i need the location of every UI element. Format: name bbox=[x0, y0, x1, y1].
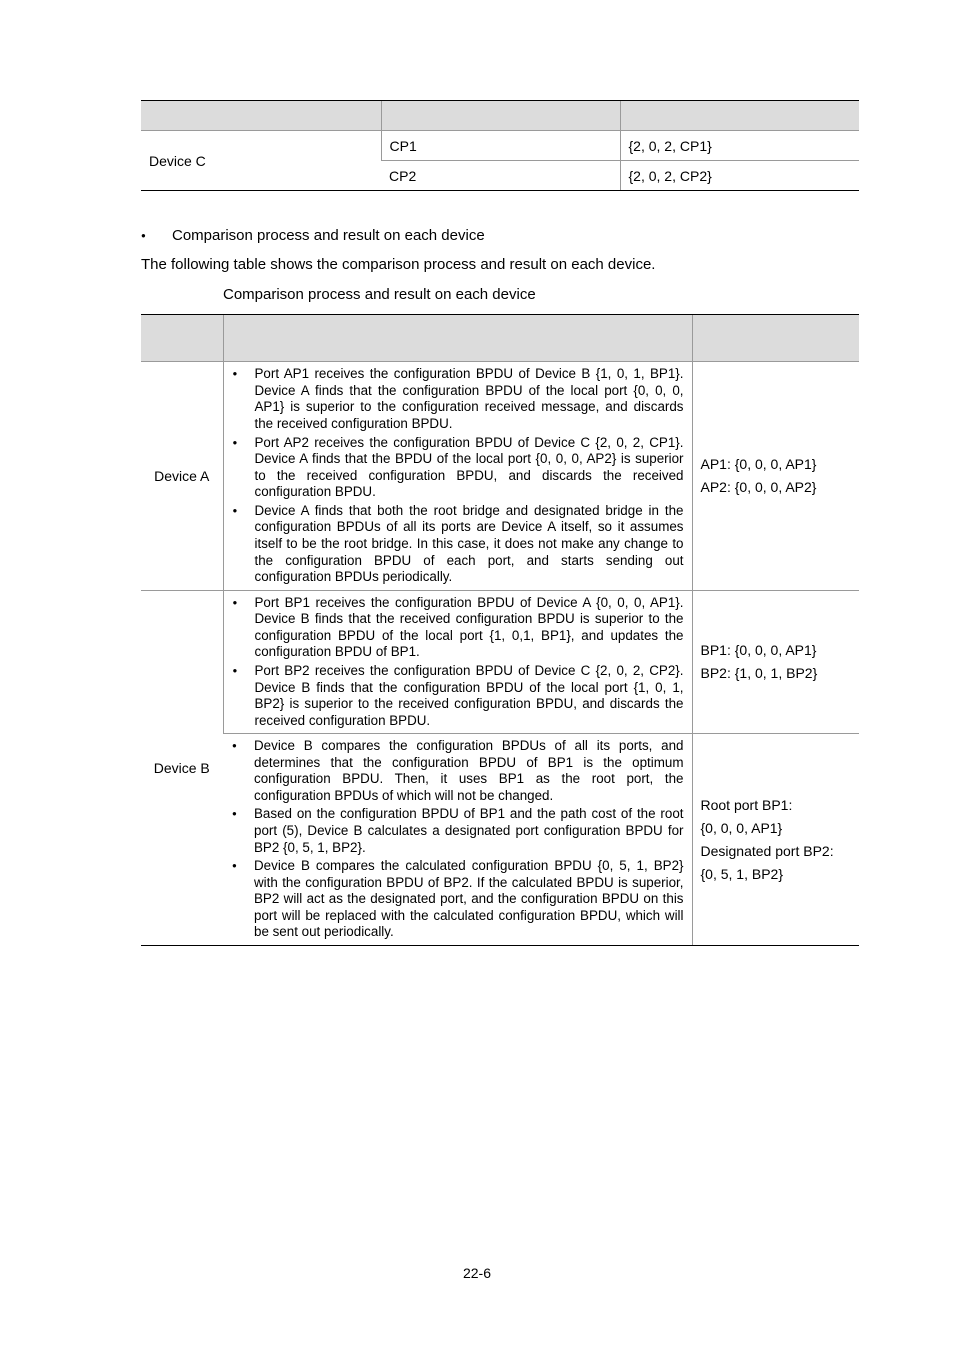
device-a-process-list bbox=[232, 366, 684, 586]
bullet-icon: ● bbox=[141, 231, 146, 240]
table-row-device-b-1 bbox=[141, 591, 859, 734]
device-name-cell: Device C bbox=[141, 131, 381, 191]
list-item: ● Device B compares the calculated configuration BPDU {0, 5, 1, BP2} with the configuration BPDU of BP2. If the calculated BPDU is superior, BP2 will act as the designated port, and the configuration BPDU on this port will be replaced with the calculated configuration BPDU, which will be sent out periodically. bbox=[254, 858, 684, 941]
device-b-process-cell bbox=[223, 591, 692, 734]
device-b-result-cell bbox=[692, 734, 859, 946]
device-a-result-cell bbox=[692, 362, 859, 591]
header-cell bbox=[381, 101, 620, 131]
table-row bbox=[141, 131, 859, 161]
port-cell: CP2 bbox=[381, 161, 620, 191]
bpdu-cell: {2, 0, 2, CP1} bbox=[620, 131, 859, 161]
table-header-row bbox=[141, 101, 859, 131]
bpdu-cell: {2, 0, 2, CP2} bbox=[620, 161, 859, 191]
header-cell bbox=[223, 315, 692, 362]
header-cell bbox=[620, 101, 859, 131]
list-item: ● Based on the configuration BPDU of BP1 and the path cost of the root port (5), Device B calculates a designated port configuration BPDU for BP2 {0, 5, 1, BP2}. bbox=[254, 806, 684, 856]
result-line: BP1: {0, 0, 0, AP1} bbox=[700, 642, 817, 658]
table-row-device-a bbox=[141, 362, 859, 591]
result-line: Designated port BP2: bbox=[700, 842, 834, 859]
device-b-cell: Device B bbox=[141, 591, 223, 946]
list-item: ● Port AP1 receives the configuration BPDU of Device B {1, 0, 1, BP1}. Device A finds that the configuration BPDU of the local port {0, 0, 0, AP1} is superior to the configuration received message, and discards the received configuration BPDU. bbox=[255, 366, 684, 432]
device-c-bpdu-table bbox=[141, 100, 859, 191]
list-item: ● Port BP1 receives the configuration BPDU of Device A {0, 0, 0, AP1}. Device B finds that the received configuration BPDU is superior to the configuration BPDU of the local port {1, 0,1, BP1}, and updates the configuration BPDU of BP1. bbox=[255, 595, 684, 661]
list-item: ● Port AP2 receives the configuration BPDU of Device C {2, 0, 2, CP1}. Device A finds that the BPDU of the local port {0, 0, 0, AP2} is superior to the received configuration BPDU, and discards the received configuration BPDU. bbox=[255, 435, 684, 501]
device-a-cell: Device A bbox=[141, 362, 223, 591]
list-item: ● Port BP2 receives the configuration BPDU of Device C {2, 0, 2, CP2}. Device B finds that the configuration BPDU of the local port {1, 0, 1, BP2} is superior to the received configuration BPDU, and discards the received configuration BPDU. bbox=[255, 663, 684, 729]
comparison-table bbox=[141, 314, 859, 946]
result-line: Root port BP1: bbox=[700, 796, 793, 813]
table-header-row bbox=[141, 315, 859, 362]
list-item: ● Device A finds that both the root bridge and designated bridge in the configuration BPDUs of all its ports are Device A itself, so it assumes itself to be the root bridge. In this case, it does not make any change to the configuration BPDU of each port, and starts sending out configuration BPDUs periodically. bbox=[255, 503, 684, 586]
page-number: 22-6 bbox=[462, 1265, 492, 1281]
table-row-device-b-2 bbox=[141, 734, 859, 946]
result-line: {0, 5, 1, BP2} bbox=[700, 865, 784, 882]
port-cell: CP1 bbox=[381, 131, 620, 161]
device-b-process-list-2 bbox=[231, 738, 684, 941]
result-line: AP1: {0, 0, 0, AP1} bbox=[700, 456, 817, 472]
result-line: {0, 0, 0, AP1} bbox=[700, 819, 783, 836]
header-cell bbox=[141, 101, 381, 131]
device-b-result-cell bbox=[692, 591, 859, 734]
bullet-heading-text: Comparison process and result on each device bbox=[172, 227, 485, 244]
device-b-process-cell bbox=[223, 734, 692, 946]
header-cell bbox=[692, 315, 859, 362]
table-caption: Comparison process and result on each device bbox=[223, 286, 536, 303]
header-cell bbox=[141, 315, 223, 362]
result-line: AP2: {0, 0, 0, AP2} bbox=[700, 479, 817, 495]
result-line: BP2: {1, 0, 1, BP2} bbox=[700, 665, 818, 681]
intro-paragraph: The following table shows the comparison process and result on each device. bbox=[141, 256, 656, 273]
device-b-process-list-1 bbox=[232, 595, 684, 730]
device-a-process-cell bbox=[223, 362, 692, 591]
list-item: ● Device B compares the configuration BPDUs of all its ports, and determines that the configuration BPDU of BP1 is the optimum configuration BPDU. Then, it uses BP1 as the root port, the configuration BPDUs of which will not be changed. bbox=[254, 738, 684, 804]
